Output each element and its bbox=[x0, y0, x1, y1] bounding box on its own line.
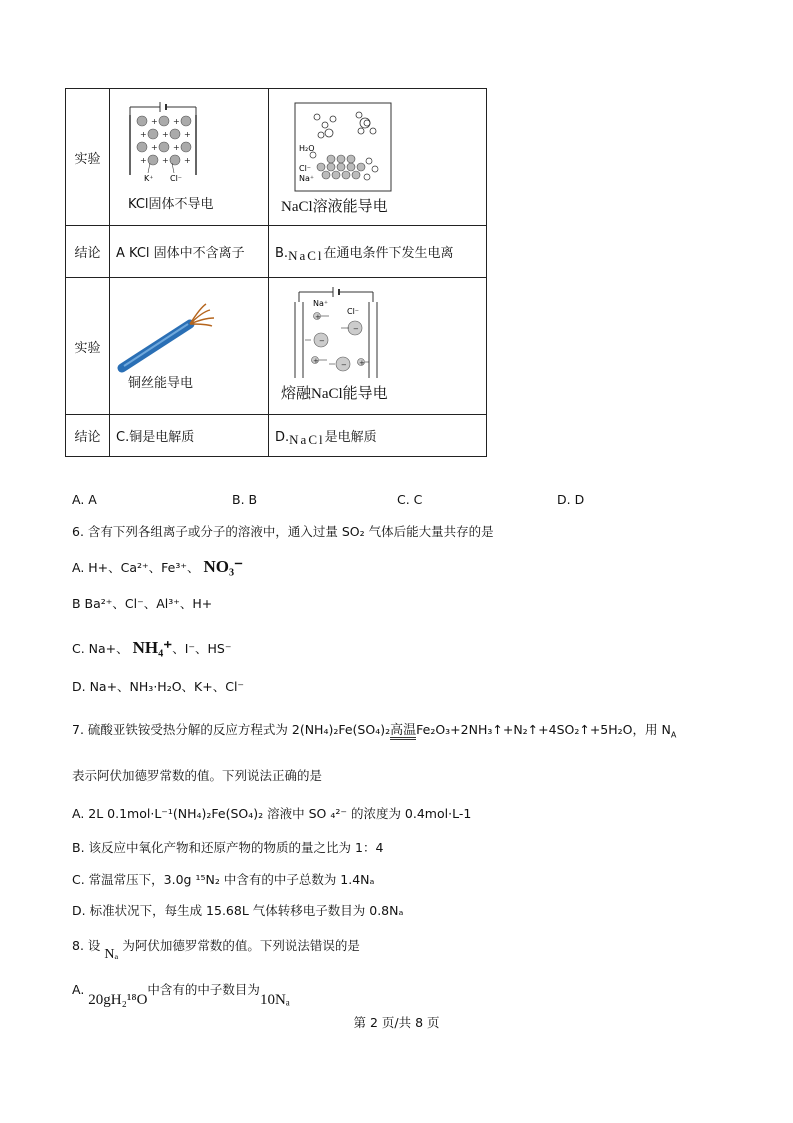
kcl-solid-cell bbox=[110, 89, 269, 226]
experiment-table bbox=[65, 88, 487, 457]
row-label: 实验 bbox=[66, 278, 110, 415]
svg-text:+: + bbox=[173, 143, 180, 152]
molten-nacl-caption: 熔融NaCl能导电 bbox=[281, 386, 388, 402]
cl-minus-label2: Cl⁻ bbox=[347, 307, 360, 316]
q7-stem-line2: 表示阿伏加德罗常数的值。下列说法正确的是 bbox=[72, 768, 323, 783]
q5-option-b: B. B bbox=[232, 492, 258, 507]
kcl-solid-diagram bbox=[110, 95, 268, 205]
cl-minus-label: Cl⁻ bbox=[170, 174, 183, 183]
no3-formula: NO₃⁻ bbox=[203, 557, 244, 576]
conclusion-a: A KCl 固体中不含离子 bbox=[116, 246, 245, 261]
svg-text:−: − bbox=[353, 325, 359, 333]
q5-option-c: C. C bbox=[397, 492, 423, 507]
conclusion-d-formula: NaCl bbox=[289, 432, 325, 447]
nacl-solution-diagram bbox=[269, 95, 486, 195]
q7-option-a: A. 2L 0.1mol·L⁻¹(NH₄)₂Fe(SO₄)₂ 溶液中 SO ₄²⁻ 的浓度为 0.4mol·L-1 bbox=[72, 806, 472, 821]
q7-option-d: D. 标准状况下，每生成 15.68L 气体转移电子数目为 0.8Nₐ bbox=[72, 903, 404, 918]
q6-option-b: B Ba²⁺、Cl⁻、Al³⁺、H+ bbox=[72, 596, 213, 611]
svg-text:+: + bbox=[173, 117, 180, 126]
svg-text:−: − bbox=[341, 361, 347, 369]
row-label: 结论 bbox=[66, 226, 110, 278]
svg-text:+: + bbox=[162, 156, 169, 165]
svg-text:+: + bbox=[184, 130, 191, 139]
row-label: 结论 bbox=[66, 415, 110, 457]
reaction-condition: 高温 bbox=[390, 723, 417, 738]
q7-option-c: C. 常温常压下，3.0g ¹⁵N₂ 中含有的中子总数为 1.4Nₐ bbox=[72, 872, 375, 887]
na-label: Na⁺ bbox=[299, 174, 315, 183]
q6-option-c: C. Na+、 NH₄⁺、I⁻、HS⁻ bbox=[72, 638, 232, 657]
molten-nacl-cell bbox=[269, 278, 487, 415]
nacl-solution-caption: NaCl溶液能导电 bbox=[281, 199, 388, 215]
nacl-solution-cell bbox=[269, 89, 487, 226]
kcl-caption: KCl固体不导电 bbox=[128, 197, 214, 212]
conclusion-b-formula: NaCl bbox=[288, 248, 324, 263]
svg-text:+: + bbox=[184, 156, 191, 165]
svg-text:+: + bbox=[315, 313, 321, 321]
copper-wire-cell bbox=[110, 278, 269, 415]
copper-caption: 铜丝能导电 bbox=[128, 376, 194, 391]
q5-option-a: A. A bbox=[72, 492, 97, 507]
molten-nacl-diagram bbox=[269, 282, 486, 382]
q8-option-a: A. 20gH₂¹⁸O中含有的中子数目为10Nₐ bbox=[72, 982, 290, 1008]
q6-option-d: D. Na+、NH₃·H₂O、K+、Cl⁻ bbox=[72, 679, 245, 694]
k-plus-label: K⁺ bbox=[144, 174, 154, 183]
q6-stem: 6. 含有下列各组离子或分子的溶液中，通入过量 SO₂ 气体后能大量共存的是 bbox=[72, 524, 494, 539]
svg-text:+: + bbox=[359, 359, 365, 367]
ten-na: 10Nₐ bbox=[259, 992, 290, 1008]
q8-stem: 8. 设 Nₐ 为阿伏加德罗常数的值。下列说法错误的是 bbox=[72, 938, 360, 962]
na-symbol: Nₐ bbox=[104, 947, 119, 962]
na-plus-label: Na⁺ bbox=[313, 299, 329, 308]
q7-stem: 7. 硫酸亚铁铵受热分解的反应方程式为 2(NH₄)₂Fe(SO₄)₂高温Fe₂O₃+2NH₃↑+N₂↑+4SO₂↑+5H₂O，用 $N_A$ bbox=[72, 722, 677, 740]
svg-text:+: + bbox=[140, 156, 147, 165]
conclusion-b-text: 在通电条件下发生电离 bbox=[323, 246, 454, 261]
nh4-formula: NH₄⁺ bbox=[132, 638, 173, 657]
svg-text:−: − bbox=[319, 337, 325, 345]
svg-text:+: + bbox=[140, 130, 147, 139]
h2o18-formula: 20gH₂¹⁸O bbox=[88, 992, 148, 1008]
svg-text:+: + bbox=[151, 117, 158, 126]
cl-label: Cl⁻ bbox=[299, 164, 312, 173]
svg-text:+: + bbox=[313, 357, 319, 365]
conclusion-d-text: 是电解质 bbox=[324, 430, 377, 445]
svg-text:+: + bbox=[151, 143, 158, 152]
conclusion-b-prefix: B. bbox=[275, 246, 289, 261]
conclusion-c: C.铜是电解质 bbox=[116, 430, 195, 445]
q6-option-a: A. H+、Ca²⁺、Fe³⁺、 NO₃⁻ bbox=[72, 557, 244, 576]
conclusion-d-prefix: D. bbox=[275, 430, 290, 445]
q5-option-d: D. D bbox=[557, 492, 585, 507]
row-label: 实验 bbox=[66, 89, 110, 226]
page-footer: 第 2 页/共 8 页 bbox=[353, 1015, 440, 1030]
q7-option-b: B. 该反应中氧化产物和还原产物的物质的量之比为 1：4 bbox=[72, 840, 384, 855]
svg-text:+: + bbox=[162, 130, 169, 139]
h2o-label: H₂O bbox=[299, 144, 315, 153]
